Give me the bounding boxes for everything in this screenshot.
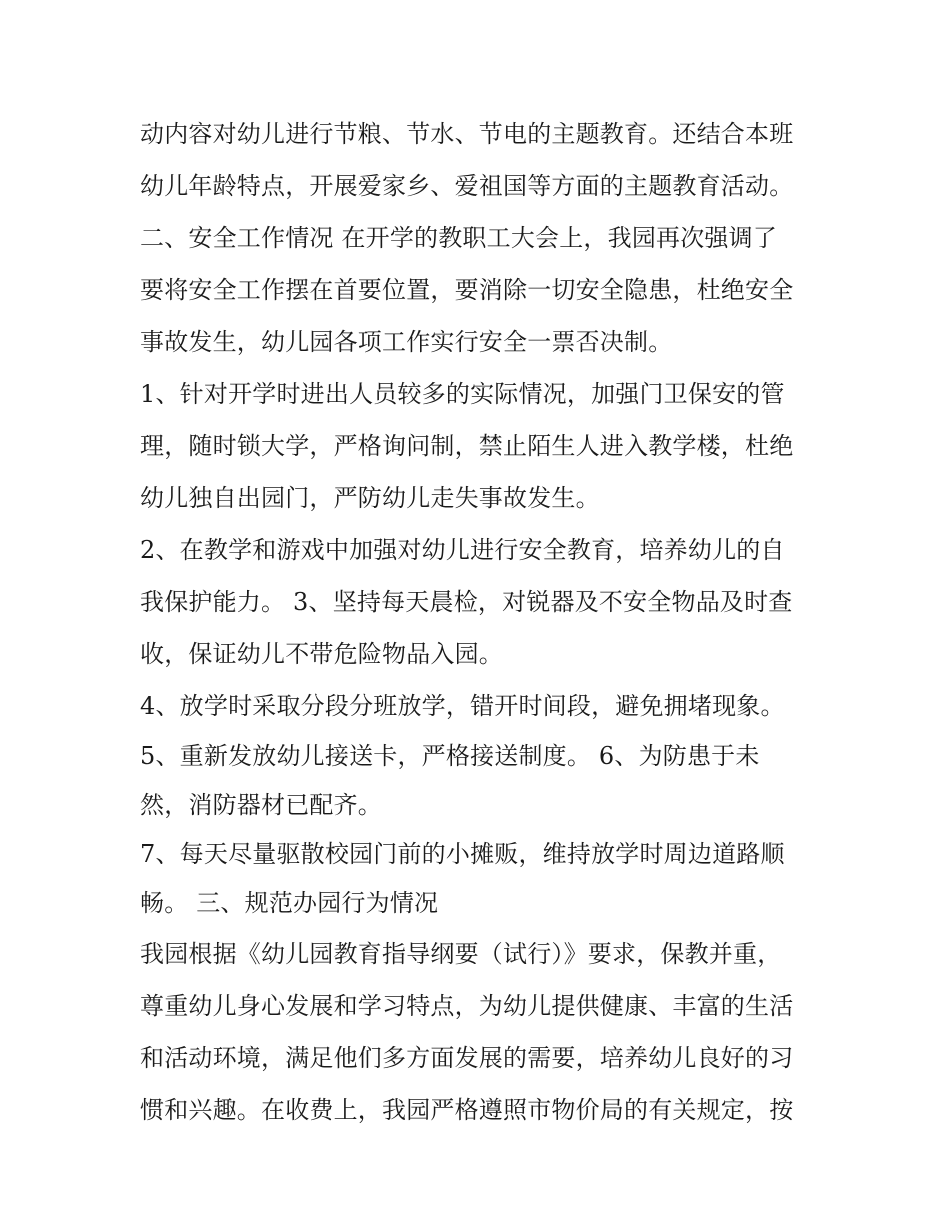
text-line: 2、在教学和游戏中加强对幼儿进行安全教育，培养幼儿的自 bbox=[140, 536, 785, 564]
text-line: 惯和兴趣。在收费上，我园严格遵照市物价局的有关规定，按 bbox=[140, 1096, 794, 1124]
text-line: 1、针对开学时进出人员较多的实际情况，加强门卫保安的管 bbox=[140, 380, 785, 408]
text-line: 动内容对幼儿进行节粮、节水、节电的主题教育。还结合本班 bbox=[140, 120, 794, 148]
text-line: 4、放学时采取分段分班放学，错开时间段，避免拥堵现象。 bbox=[140, 692, 785, 720]
text-line: 7、每天尽量驱散校园门前的小摊贩，维持放学时周边道路顺 bbox=[140, 840, 785, 868]
text-line: 收，保证幼儿不带危险物品入园。 bbox=[140, 640, 503, 668]
text-line: 5、重新发放幼儿接送卡，严格接送制度。 6、为防患于未 bbox=[140, 742, 760, 770]
text-line: 要将安全工作摆在首要位置，要消除一切安全隐患，杜绝安全 bbox=[140, 276, 794, 304]
text-line: 事故发生，幼儿园各项工作实行安全一票否决制。 bbox=[140, 328, 673, 356]
text-line: 和活动环境，满足他们多方面发展的需要，培养幼儿良好的习 bbox=[140, 1044, 794, 1072]
body-text bbox=[140, 108, 830, 1136]
text-line: 理，随时锁大学，严格询问制，禁止陌生人进入教学楼，杜绝 bbox=[140, 432, 794, 460]
text-line: 我园根据《幼儿园教育指导纲要（试行）》要求，保教并重， bbox=[140, 940, 782, 968]
text-line: 畅。 三、规范办园行为情况 bbox=[140, 889, 439, 917]
text-line: 然，消防器材已配齐。 bbox=[140, 791, 382, 819]
text-line: 幼儿年龄特点，开展爱家乡、爱祖国等方面的主题教育活动。 bbox=[140, 172, 794, 200]
text-line: 尊重幼儿身心发展和学习特点，为幼儿提供健康、丰富的生活 bbox=[140, 992, 794, 1020]
text-line: 我保护能力。 3、坚持每天晨检，对锐器及不安全物品及时查 bbox=[140, 588, 793, 616]
text-line: 二、安全工作情况 在开学的教职工大会上，我园再次强调了 bbox=[140, 224, 778, 252]
text-line: 幼儿独自出园门，严防幼儿走失事故发生。 bbox=[140, 484, 600, 512]
